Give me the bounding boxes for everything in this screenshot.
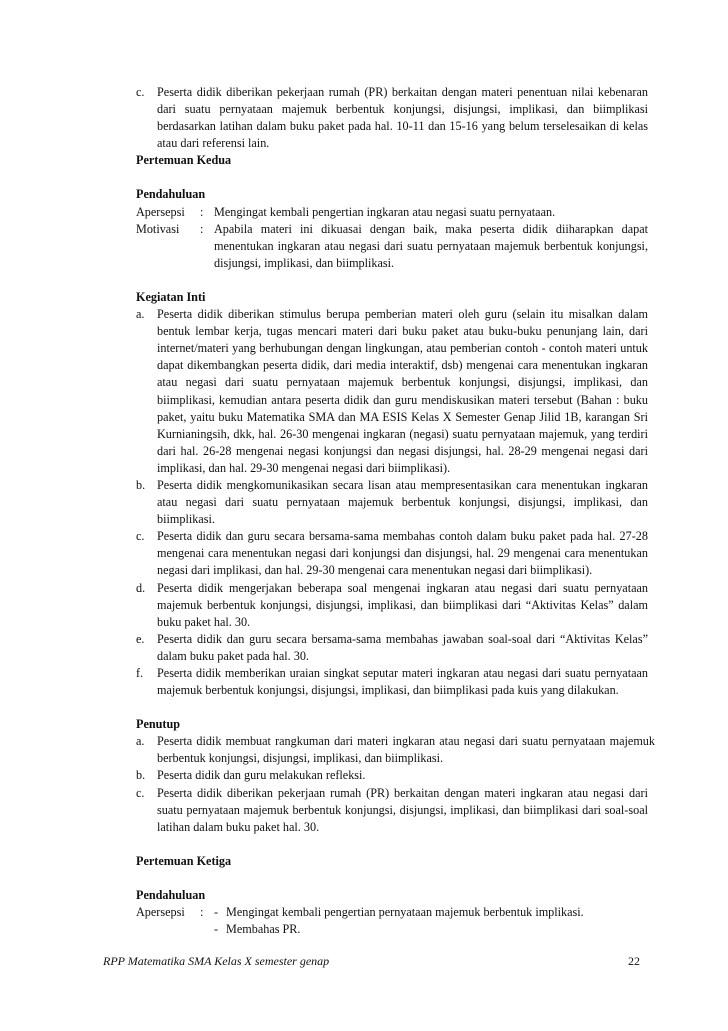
page-number: 22 (628, 954, 640, 968)
list-label: c. (136, 529, 145, 544)
list-label: f. (136, 666, 144, 680)
list-text: Peserta didik diberikan pekerjaan rumah (PR) berkaitan dengan materi penentuan nilai kebenaran dari suatu pernyataan majemuk berbentuk konjungsi, disjungsi, implikasi, dan biimplikasi berdasarkan latihan dalam buku paket pada hal. 10-11 dan 15-16 yang belum terselesaikan di kelas atau dari referensi lain. (157, 85, 648, 151)
list-label: e. (136, 631, 145, 646)
list-label: a. (136, 734, 145, 749)
list-text: Peserta didik membuat rangkuman dari materi ingkaran atau negasi dari suatu pernyataan majemuk berbentuk konjungsi, disjungsi, implikasi, dan biimplikasi. (157, 734, 655, 766)
meeting2-intro-heading: Pendahuluan (136, 187, 206, 202)
apersepsi-key: Apersepsi (136, 204, 185, 219)
list-text: Peserta didik mengerjakan beberapa soal mengenai ingkaran atau negasi dari suatu pernyataan majemuk berbentuk konjungsi, disjungsi, implikasi, dan biimplikasi dari “Aktivitas Kelas” dalam buku paket hal. 30. (157, 580, 648, 629)
page-footer (103, 954, 640, 969)
list-text: Peserta didik diberikan pekerjaan rumah (PR) berkaitan dengan materi ingkaran atau negasi dari suatu pernyataan majemuk berbentuk konjungsi, disjungsi, implikasi, dan biimplikasi dari soal-soal latihan dalam buku paket hal. 30. (157, 785, 648, 834)
closing-item-b (136, 767, 648, 784)
motivasi-value: Apabila materi ini dikuasai dengan baik, maka peserta didik diiharapkan dapat menentukan ingkaran atau negasi dari suatu pernyataan majemuk berbentuk konjungsi, disjungsi, implikasi, dan biimplikasi. (214, 221, 648, 270)
colon: : (200, 905, 204, 920)
footer-title: RPP Matematika SMA Kelas X semester genap (103, 954, 330, 968)
core-heading: Kegiatan Inti (136, 289, 206, 304)
page-content (136, 84, 655, 938)
list-label: c. (136, 785, 145, 800)
closing-item-c (136, 785, 648, 836)
colon: : (200, 221, 204, 236)
apersepsi-point: - Mengingat kembali pengertian pernyataan majemuk berbentuk implikasi. (214, 905, 584, 920)
meeting2-title: Pertemuan Kedua (136, 153, 232, 168)
apersepsi-key: Apersepsi (136, 905, 185, 920)
prev-homework-item (136, 84, 648, 152)
apersepsi-value: Mengingat kembali pengertian ingkaran atau negasi suatu pernyataan. (214, 204, 556, 219)
list-text: Peserta didik mengkomunikasikan secara lisan atau mempresentasikan cara menentukan ingkaran atau negasi dari suatu pernyataan majemuk berbentuk konjungsi, disjungsi, implikasi, dan biimplikasi. (157, 477, 648, 527)
list-text: Peserta didik memberikan uraian singkat seputar materi ingkaran atau negasi dari suatu pernyataan majemuk berbentuk konjungsi, disjungsi, implikasi, dan biimplikasi pada kuis yang dilakukan. (157, 666, 648, 698)
list-label: a. (136, 307, 145, 322)
motivasi-row (136, 221, 648, 272)
closing-heading: Penutup (136, 717, 181, 732)
core-item-f (136, 665, 648, 699)
core-item-d (136, 580, 648, 631)
list-label: b. (136, 477, 146, 492)
list-label: b. (136, 768, 146, 783)
apersepsi-points (214, 904, 648, 938)
meeting3-title: Pertemuan Ketiga (136, 853, 232, 868)
apersepsi-row (136, 204, 648, 221)
core-item-b (136, 477, 648, 528)
list-text: Peserta didik diberikan stimulus berupa pemberian materi oleh guru (selain itu misalkan dalam bentuk lembar kerja, tugas mencari materi dari buku paket atau buku-buku penunjang lain, dari internet/materi yang berhubungan dengan lingkungan, atau pemberian contoh - contoh materi untuk dapat dikembangkan peserta didik, dari media interaktif, dsb) mengenai cara menentukan ingkaran atau negasi dari suatu pernyataan majemuk berbentuk konjungsi, disjungsi, implikasi, dan biimplikasi, kemudian antara peserta didik dan guru mendiskusikan materi tersebut (Bahan : buku paket, yaitu buku Matematika SMA dan MA ESIS Kelas X Semester Genap Jilid 1B, karangan Sri Kurnianingsih, dkk, hal. 26-30 mengenai ingkaran (negasi) suatu pernyataan majemuk, yang terdiri dari hal. 26-28 mengenai negasi konjungsi dan negasi disjungsi, hal. 28-29 mengenai negasi dari implikasi, dan hal. 29-30 mengenai negasi dari biimplikasi). (157, 307, 648, 475)
list-text: Peserta didik dan guru secara bersama-sama membahas contoh dalam buku paket pada hal. 27-28 mengenai cara menentukan negasi dari konjungsi dan disjungsi, hal. 29 mengenai cara menentukan negasi dari implikasi, dan hal. 29-30 mengenai cara menentukan negasi dari biimplikasi). (157, 529, 648, 578)
meeting3-intro-heading: Pendahuluan (136, 887, 206, 902)
closing-item-a (136, 733, 655, 767)
list-label: c. (136, 85, 145, 99)
list-text: Peserta didik dan guru secara bersama-sama membahas jawaban soal-soal dari “Aktivitas Kelas” dalam buku paket pada hal. 30. (157, 631, 648, 663)
core-item-e (136, 631, 648, 665)
list-label: d. (136, 580, 146, 595)
motivasi-key: Motivasi (136, 221, 180, 236)
apersepsi-row-3 (136, 904, 648, 938)
colon: : (200, 204, 204, 219)
list-text: Peserta didik dan guru melakukan refleksi. (157, 768, 366, 783)
core-item-c (136, 528, 648, 579)
apersepsi-point: - Membahas PR. (214, 922, 301, 937)
core-item-a (136, 306, 648, 477)
